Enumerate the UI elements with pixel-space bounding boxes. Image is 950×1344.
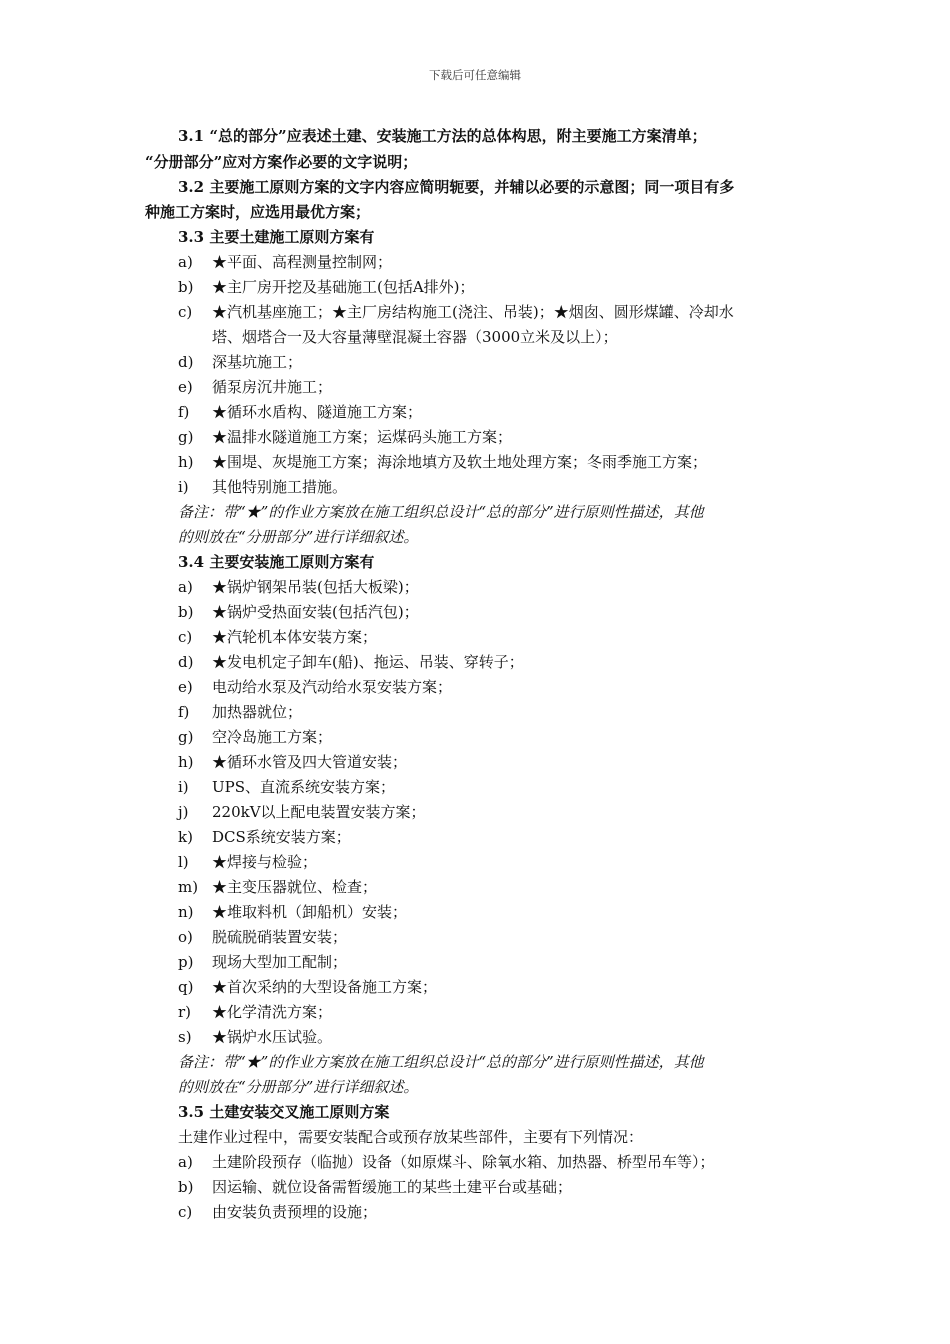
list-item-text: 由安装负责预埋的设施； [212, 1203, 378, 1221]
note-2-line-1: 备注：带“★”的作业方案放在施工组织总设计“总的部分”进行原则性描述，其他 [178, 1053, 704, 1071]
list-item-label: s) [178, 1028, 192, 1046]
section-3-5-heading: 3.5 土建安装交叉施工原则方案 [178, 1103, 390, 1121]
list-item-label: e) [178, 678, 193, 696]
list-item-label: k) [178, 828, 193, 846]
list-item-label: g) [178, 428, 194, 446]
list-item-label: a) [178, 578, 193, 596]
list-item-text: ★循环水管及四大管道安装； [212, 753, 408, 771]
section-3-1-line-2: “分册部分”应对方案作必要的文字说明； [145, 153, 418, 171]
list-item-text: 空冷岛施工方案； [212, 728, 333, 746]
list-item-label: m) [178, 878, 199, 896]
list-item-text: ★发电机定子卸车(船)、拖运、吊装、穿转子； [212, 653, 524, 671]
list-item-label: o) [178, 928, 193, 946]
note-1-line-2: 的则放在“分册部分”进行详细叙述。 [178, 528, 419, 546]
list-item-text: ★汽轮机本体安装方案； [212, 628, 378, 646]
list-item-label: b) [178, 1178, 194, 1196]
list-item-label: c) [178, 628, 193, 646]
list-item-label: a) [178, 253, 193, 271]
list-item-label: n) [178, 903, 194, 921]
list-item-label: b) [178, 278, 194, 296]
list-item-text: ★汽机基座施工；★主厂房结构施工(浇注、吊装)；★烟囱、圆形煤罐、冷却水 [212, 303, 734, 321]
list-item-label: d) [178, 353, 194, 371]
list-item-label: i) [178, 778, 189, 796]
list-item-text: ★平面、高程测量控制网； [212, 253, 393, 271]
section-3-1-line-1: 3.1 “总的部分”应表述土建、安装施工方法的总体构思，附主要施工方案清单； [178, 127, 707, 145]
list-item-text: 现场大型加工配制； [212, 953, 348, 971]
list-item-label: a) [178, 1153, 193, 1171]
list-item-label: b) [178, 603, 194, 621]
list-item-text: ★主变压器就位、检查； [212, 878, 378, 896]
list-item-text: ★围堤、灰堤施工方案；海涂地填方及软土地处理方案；冬雨季施工方案； [212, 453, 708, 471]
section-3-5-intro: 土建作业过程中，需要安装配合或预存放某些部件，主要有下列情况： [178, 1128, 644, 1146]
list-item-text: 塔、烟塔合一及大容量薄壁混凝土容器（3000立米及以上）； [212, 328, 618, 346]
list-item-label: c) [178, 303, 193, 321]
list-item-label: q) [178, 978, 194, 996]
section-3-3-heading: 3.3 主要土建施工原则方案有 [178, 228, 375, 246]
page-header: 下载后可任意编辑 [429, 68, 521, 82]
list-item-text: 电动给水泵及汽动给水泵安装方案； [212, 678, 453, 696]
list-item-label: l) [178, 853, 189, 871]
list-item-label: d) [178, 653, 194, 671]
list-item-label: h) [178, 753, 194, 771]
list-item-text: DCS系统安装方案； [212, 828, 351, 846]
list-item-label: c) [178, 1203, 193, 1221]
list-item-label: e) [178, 378, 193, 396]
section-3-4-heading: 3.4 主要安装施工原则方案有 [178, 553, 375, 571]
list-item-text: ★循环水盾构、隧道施工方案； [212, 403, 423, 421]
list-item-label: r) [178, 1003, 192, 1021]
list-item-text: ★主厂房开挖及基础施工(包括A排外)； [212, 278, 475, 296]
list-item-text: ★化学清洗方案； [212, 1003, 333, 1021]
list-item-text: UPS、直流系统安装方案； [212, 778, 396, 796]
list-item-text: 循泵房沉井施工； [212, 378, 333, 396]
list-item-text: 脱硫脱硝装置安装； [212, 928, 348, 946]
list-item-text: ★温排水隧道施工方案；运煤码头施工方案； [212, 428, 513, 446]
list-item-label: i) [178, 478, 189, 496]
note-2-line-2: 的则放在“分册部分”进行详细叙述。 [178, 1078, 419, 1096]
list-item-text: 因运输、就位设备需暂缓施工的某些土建平台或基础； [212, 1178, 573, 1196]
list-item-text: ★锅炉受热面安装(包括汽包)； [212, 603, 419, 621]
section-3-2-line-2: 种施工方案时，应选用最优方案； [145, 203, 371, 221]
list-item-text: 其他特别施工措施。 [212, 478, 348, 496]
list-item-text: 土建阶段预存（临抛）设备（如原煤斗、除氧水箱、加热器、桥型吊车等）； [212, 1153, 715, 1171]
list-item-text: 深基坑施工； [212, 353, 303, 371]
list-item-text: ★锅炉钢架吊装(包括大板梁)； [212, 578, 419, 596]
list-item-text: 220kV以上配电装置安装方案； [212, 803, 426, 821]
list-item-label: h) [178, 453, 194, 471]
section-3-2-line-1: 3.2 主要施工原则方案的文字内容应简明轭要，并辅以必要的示意图；同一项目有多 [178, 178, 735, 196]
list-item-text: ★焊接与检验； [212, 853, 318, 871]
list-item-text: ★锅炉水压试验。 [212, 1028, 333, 1046]
list-item-label: f) [178, 403, 190, 421]
list-item-label: j) [178, 803, 189, 821]
list-item-text: ★首次采纳的大型设备施工方案； [212, 978, 438, 996]
list-item-text: ★堆取料机（卸船机）安装； [212, 903, 408, 921]
list-item-label: p) [178, 953, 194, 971]
list-item-text: 加热器就位； [212, 703, 303, 721]
list-item-label: f) [178, 703, 190, 721]
list-item-label: g) [178, 728, 194, 746]
note-1-line-1: 备注：带“★”的作业方案放在施工组织总设计“总的部分”进行原则性描述，其他 [178, 503, 704, 521]
